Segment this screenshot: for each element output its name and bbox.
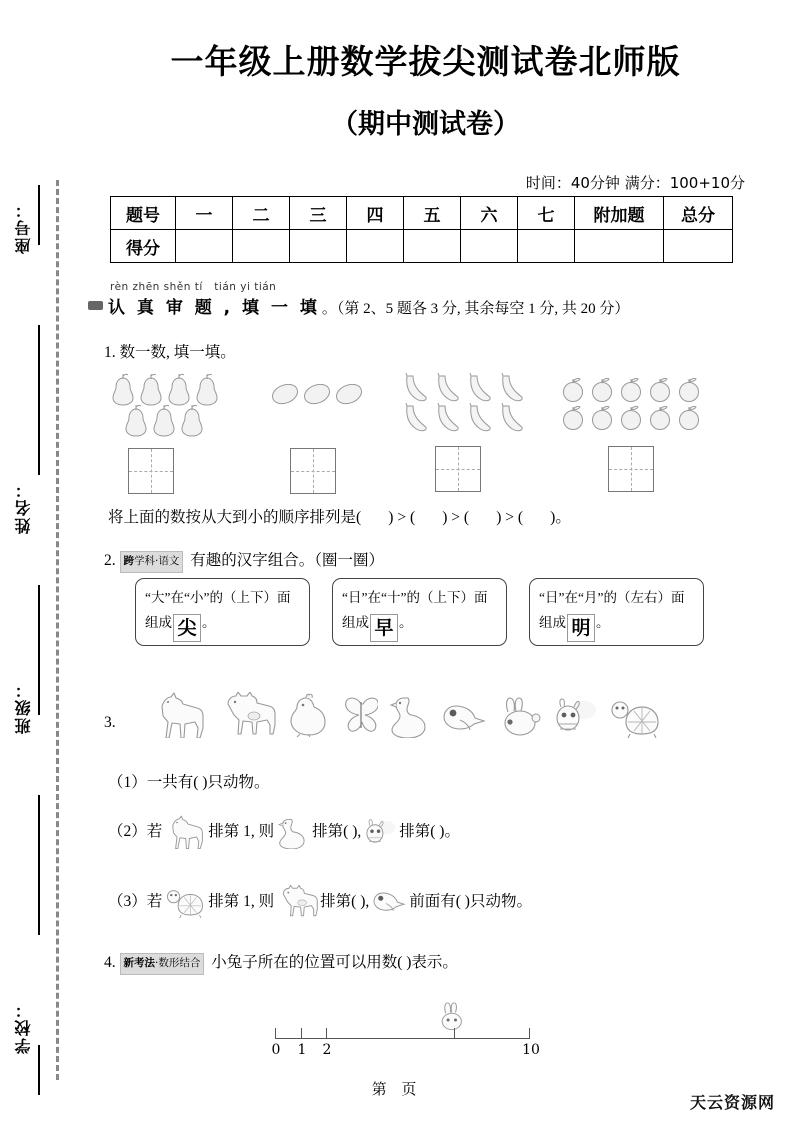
number-line-tick-rabbit: [454, 1028, 455, 1039]
cow-icon: [218, 692, 276, 738]
score-header-9: 总分: [664, 197, 733, 230]
q3-part3-seg-0: 若: [146, 892, 163, 910]
ordering-blank-3[interactable]: [473, 509, 492, 526]
question-3-number-wrap: [104, 710, 116, 736]
question-1-text: 数一数, 填一填。: [119, 344, 236, 361]
goose-icon: [276, 815, 310, 849]
section-one-title: 认 真 审 题 , 填 一 填: [108, 298, 320, 318]
ordering-blank-2[interactable]: [419, 509, 438, 526]
score-header-6: 六: [461, 197, 518, 230]
q3-part2-seg-2[interactable]: 排第( ),: [312, 822, 362, 840]
mango-row-1: [270, 380, 364, 408]
number-line-tick-2: [326, 1028, 327, 1039]
ordering-prefix: 将上面的数按从大到小的顺序排列是(: [108, 509, 362, 526]
fruit-count-row: [110, 372, 770, 450]
badge4-head: 新考法: [123, 957, 155, 969]
score-header-4: 四: [347, 197, 404, 230]
score-cell-7[interactable]: [518, 230, 575, 263]
watermark: 天云资源网: [689, 1093, 775, 1112]
bee-icon: [552, 694, 598, 738]
question-2-text: 有趣的汉字组合。（圈一圈）: [190, 552, 384, 569]
pear-icon: [179, 403, 205, 437]
apple-icon: [676, 374, 702, 404]
pear-icon: [110, 372, 136, 406]
q3-part2-seg-3[interactable]: 排第( )。: [399, 822, 460, 840]
pear-row-1: [110, 372, 220, 406]
seal-label-class: 班级：: [14, 680, 33, 734]
banana-icon: [432, 402, 460, 436]
banana-icon: [400, 402, 428, 436]
number-line-label-2: 2: [322, 1042, 332, 1058]
apple-icon: [589, 402, 615, 432]
turtle-icon: [164, 886, 206, 918]
animal-sequence: [150, 692, 662, 738]
fruit-group-apple: [560, 374, 702, 432]
ordering-blank-1[interactable]: [365, 509, 384, 526]
score-table: [110, 196, 733, 263]
badge4-tail: ·数形结合: [155, 957, 201, 969]
fruit-group-mango: [270, 380, 364, 408]
answer-box-apple[interactable]: [608, 446, 654, 492]
score-header-7: 七: [518, 197, 575, 230]
pear-icon: [194, 372, 220, 406]
banana-icon: [400, 372, 428, 406]
apple-icon: [647, 374, 673, 404]
answer-box-banana[interactable]: [435, 446, 481, 492]
seal-label-school: 学校：: [14, 1000, 33, 1054]
chicken-icon: [286, 692, 334, 738]
q3-part3-seg-2[interactable]: 排第( ),: [320, 892, 370, 910]
section-one-pinyin: rèn zhēn shěn tí tián yi tián: [110, 281, 277, 293]
hanzi-card-3-prefix: “日”在“月”的（左右）面组成: [539, 590, 685, 630]
hanzi-card-2-char[interactable]: 早: [370, 614, 398, 642]
question-3-part-1: [108, 770, 269, 796]
answer-box-pear[interactable]: [128, 448, 174, 494]
number-line-tick-10: [529, 1028, 530, 1039]
seal-dashed-line: [56, 180, 59, 1080]
number-line-label-0: 0: [271, 1042, 281, 1058]
score-cell-2[interactable]: [233, 230, 290, 263]
number-line: [271, 1000, 540, 1058]
hanzi-card-2-prefix: “日”在“十”的（上下）面组成: [342, 590, 488, 630]
mango-icon: [270, 380, 300, 408]
hanzi-card-2-suffix: 。: [399, 614, 413, 630]
goose-icon: [388, 692, 432, 738]
page-footer: 第 页: [371, 1080, 422, 1098]
q3-part1-label: （1）: [108, 774, 147, 791]
q3-part2-seg-1: 排第 1, 则: [208, 822, 275, 840]
number-line-tick-0: [275, 1028, 276, 1039]
mango-icon: [302, 380, 332, 408]
hanzi-card-1-prefix: “大”在“小”的（上下）面组成: [145, 590, 291, 630]
page-subtitle: （期中测试卷）: [331, 109, 520, 140]
score-header-2: 二: [233, 197, 290, 230]
score-cell-8[interactable]: [575, 230, 664, 263]
apple-row-1: [560, 374, 702, 404]
question-4: [104, 950, 458, 976]
hanzi-card-3-char[interactable]: 明: [567, 614, 595, 642]
q3-part3-seg-1: 排第 1, 则: [208, 892, 275, 910]
badge-tail: 学科·语文: [134, 555, 180, 567]
bird-icon: [442, 698, 486, 738]
apple-row-2: [560, 402, 702, 432]
hanzi-card-3-suffix: 。: [596, 614, 610, 630]
question-1-ordering: [108, 505, 571, 531]
pear-icon: [151, 403, 177, 437]
horse-icon: [150, 692, 208, 738]
table-row-header: [111, 197, 733, 230]
q3-part1-text: 一共有( )只动物。: [146, 774, 270, 791]
score-row-label: 得分: [111, 230, 176, 263]
section-one-heading: [88, 281, 763, 318]
question-1-number: 1.: [104, 344, 116, 361]
score-cell-3[interactable]: [290, 230, 347, 263]
banana-icon: [432, 372, 460, 406]
score-header-1: 一: [176, 197, 233, 230]
apple-icon: [647, 402, 673, 432]
hanzi-card-1-suffix: 。: [202, 614, 216, 630]
question-2: [104, 548, 384, 574]
number-line-axis: [275, 1038, 530, 1039]
score-cell-1[interactable]: [176, 230, 233, 263]
question-1: [104, 340, 236, 366]
apple-icon: [618, 374, 644, 404]
pear-row-2: [123, 403, 220, 437]
apple-icon: [589, 374, 615, 404]
butterfly-icon: [344, 692, 378, 738]
score-cell-5[interactable]: [404, 230, 461, 263]
question-2-number: 2.: [104, 552, 116, 569]
fruit-group-pear: [110, 372, 220, 437]
hanzi-card-1: [135, 578, 310, 646]
rabbit-icon: [496, 696, 542, 738]
pear-icon: [166, 372, 192, 406]
ordering-blank-4[interactable]: [527, 509, 546, 526]
mango-icon: [334, 380, 364, 408]
badge-cross-subject: [120, 551, 184, 573]
cow-icon: [276, 885, 318, 919]
score-header-0: 题号: [111, 197, 176, 230]
bird-icon: [371, 887, 407, 917]
hanzi-card-1-char[interactable]: 尖: [173, 614, 201, 642]
q3-part3-label: （3）: [108, 892, 147, 910]
number-line-label-10: 10: [522, 1042, 540, 1058]
q3-part2-label: （2）: [108, 822, 147, 840]
answer-box-mango[interactable]: [290, 448, 336, 494]
seal-margin: [0, 0, 78, 1122]
section-marker-icon: [88, 301, 103, 310]
ordering-sep-2: ) > (: [442, 509, 470, 526]
question-3-part-3: [108, 885, 532, 919]
score-header-5: 五: [404, 197, 461, 230]
question-3-part-2: [108, 815, 460, 849]
exam-meta: 时间：40分钟 满分：100+10分: [525, 174, 745, 192]
seal-rule-2: [38, 325, 40, 475]
hanzi-card-3: [529, 578, 704, 646]
number-line-tick-1: [301, 1028, 302, 1039]
question-4-text: 小兔子所在的位置可以用数( )表示。: [211, 954, 458, 971]
seal-label-seat: 座号：: [14, 200, 33, 254]
horse-icon: [164, 815, 206, 849]
apple-icon: [618, 402, 644, 432]
score-cell-6[interactable]: [461, 230, 518, 263]
badge-new-method: [120, 953, 205, 975]
banana-icon: [496, 372, 524, 406]
ordering-sep-1: ) > (: [388, 509, 416, 526]
seal-label-name: 姓名：: [14, 480, 33, 534]
pear-icon: [123, 403, 149, 437]
ordering-suffix: )。: [550, 509, 571, 526]
banana-icon: [464, 402, 492, 436]
score-cell-4[interactable]: [347, 230, 404, 263]
score-header-8: 附加题: [575, 197, 664, 230]
hanzi-card-2: [332, 578, 507, 646]
ordering-sep-3: ) > (: [496, 509, 524, 526]
question-3-number: 3.: [104, 714, 116, 731]
q3-part3-seg-3[interactable]: 前面有( )只动物。: [409, 892, 532, 910]
apple-icon: [560, 402, 586, 432]
question-4-number: 4.: [104, 954, 116, 971]
seal-rule-4: [38, 795, 40, 935]
table-row-score: [111, 230, 733, 263]
hanzi-card-row: [135, 578, 704, 646]
banana-icon: [496, 402, 524, 436]
turtle-icon: [608, 696, 662, 738]
score-cell-9[interactable]: [664, 230, 733, 263]
apple-icon: [560, 374, 586, 404]
score-header-3: 三: [290, 197, 347, 230]
bee-icon: [363, 816, 397, 848]
section-one-note: 。（第 2、5 题各 3 分, 其余每空 1 分, 共 20 分）: [321, 301, 630, 317]
pear-icon: [138, 372, 164, 406]
banana-icon: [464, 372, 492, 406]
q3-part2-seg-0: 若: [146, 822, 163, 840]
fruit-group-banana: [400, 372, 524, 436]
number-line-label-1: 1: [297, 1042, 307, 1058]
badge-head: 跨: [123, 555, 134, 567]
banana-row-2: [400, 402, 524, 436]
banana-row-1: [400, 372, 524, 406]
page-title: 一年级上册数学拔尖测试卷北师版: [170, 42, 681, 81]
apple-icon: [676, 402, 702, 432]
